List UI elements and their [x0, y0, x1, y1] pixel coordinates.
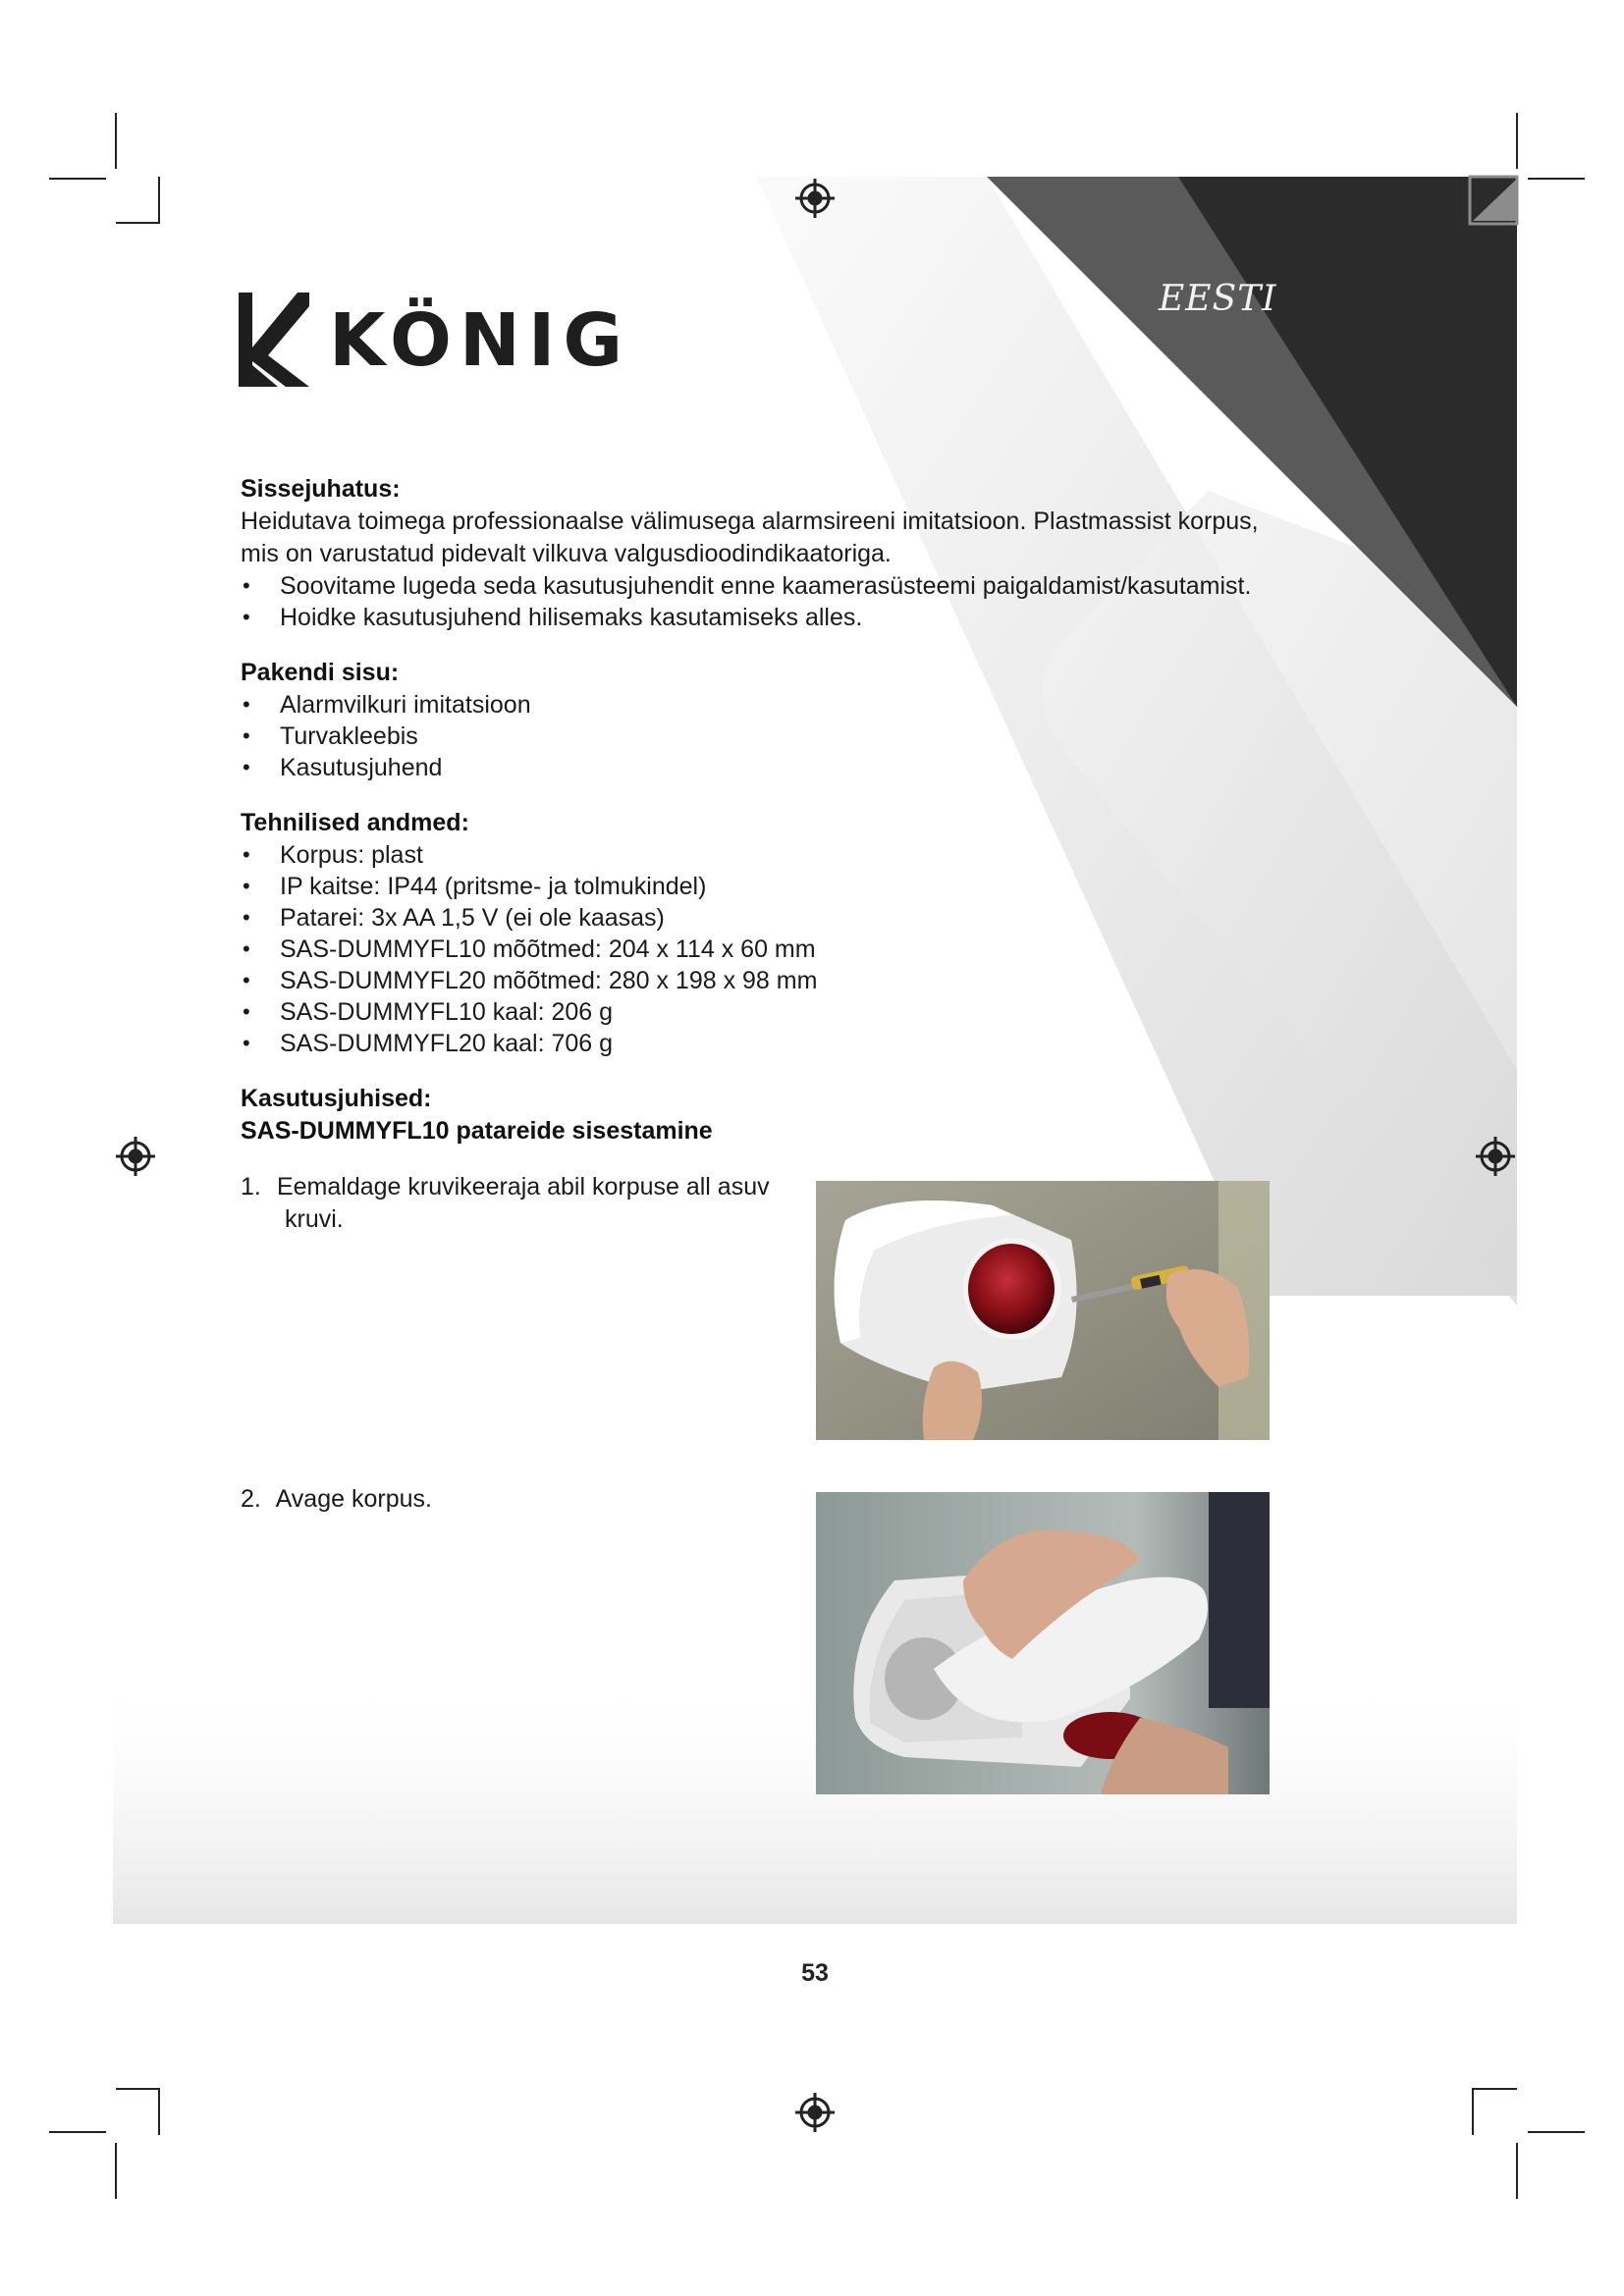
- specs-heading: Tehnilised andmed:: [241, 809, 469, 836]
- package-heading: Pakendi sisu:: [241, 659, 400, 686]
- package-bullets: [241, 689, 1311, 783]
- instructions-heading: Kasutusjuhised:: [241, 1085, 432, 1112]
- photo-open-housing: [816, 1492, 1270, 1794]
- brand-name: KÖNIG: [329, 298, 631, 383]
- list-item: • SAS-DUMMYFL20 mõõtmed: 280 x 198 x 98 mm: [241, 965, 1311, 996]
- list-item: • IP kaitse: IP44 (pritsme- ja tolmukindel): [241, 871, 1311, 902]
- registration-mark-left: [116, 1137, 155, 1176]
- page-number: 53: [801, 1959, 829, 1987]
- step-text-line-1: Eemaldage kruvikeeraja abil korpuse all asuv: [276, 1173, 770, 1201]
- step-number: 1.: [241, 1173, 261, 1201]
- step-text-line-1: Avage korpus.: [275, 1485, 432, 1513]
- step-2: [241, 1483, 790, 1516]
- list-item: • Patarei: 3x AA 1,5 V (ei ole kaasas): [241, 902, 1311, 934]
- specs-bullets: [241, 839, 1311, 1059]
- list-item: • Alarmvilkuri imitatsioon: [241, 689, 1311, 721]
- language-label: EESTI: [1159, 279, 1277, 319]
- konig-logo-mark-icon: [239, 293, 309, 387]
- registration-mark-bottom: [795, 2093, 835, 2132]
- step-1: [241, 1171, 790, 1236]
- page-content: [241, 473, 1311, 1148]
- list-item: • Turvakleebis: [241, 721, 1311, 752]
- step-text-line-2: kruvi.: [285, 1205, 344, 1233]
- list-item: • Kasutusjuhend: [241, 752, 1311, 783]
- list-item: • SAS-DUMMYFL10 mõõtmed: 204 x 114 x 60 mm: [241, 934, 1311, 965]
- list-item: • Soovitame lugeda seda kasutusjuhendit enne kaamerasüsteemi paigaldamist/kasutamist.: [241, 570, 1311, 602]
- konig-logo: [239, 293, 631, 391]
- intro-heading: Sissejuhatus:: [241, 475, 401, 503]
- list-item: • SAS-DUMMYFL20 kaal: 706 g: [241, 1028, 1311, 1059]
- intro-bullets: [241, 570, 1311, 633]
- intro-paragraph-line-2: mis on varustatud pidevalt vilkuva valgusdioodindikaatoriga.: [241, 540, 892, 567]
- list-item: • SAS-DUMMYFL10 kaal: 206 g: [241, 996, 1311, 1028]
- step-number: 2.: [241, 1485, 261, 1513]
- photo-remove-screw: [816, 1181, 1270, 1440]
- list-item: • Hoidke kasutusjuhend hilisemaks kasutamiseks alles.: [241, 602, 1311, 633]
- list-item: • Korpus: plast: [241, 839, 1311, 871]
- intro-paragraph-line-1: Heidutava toimega professionaalse välimusega alarmsireeni imitatsioon. Plastmassist korpus,: [241, 507, 1259, 535]
- instructions-subheading: SAS-DUMMYFL10 patareide sisestamine: [241, 1117, 713, 1145]
